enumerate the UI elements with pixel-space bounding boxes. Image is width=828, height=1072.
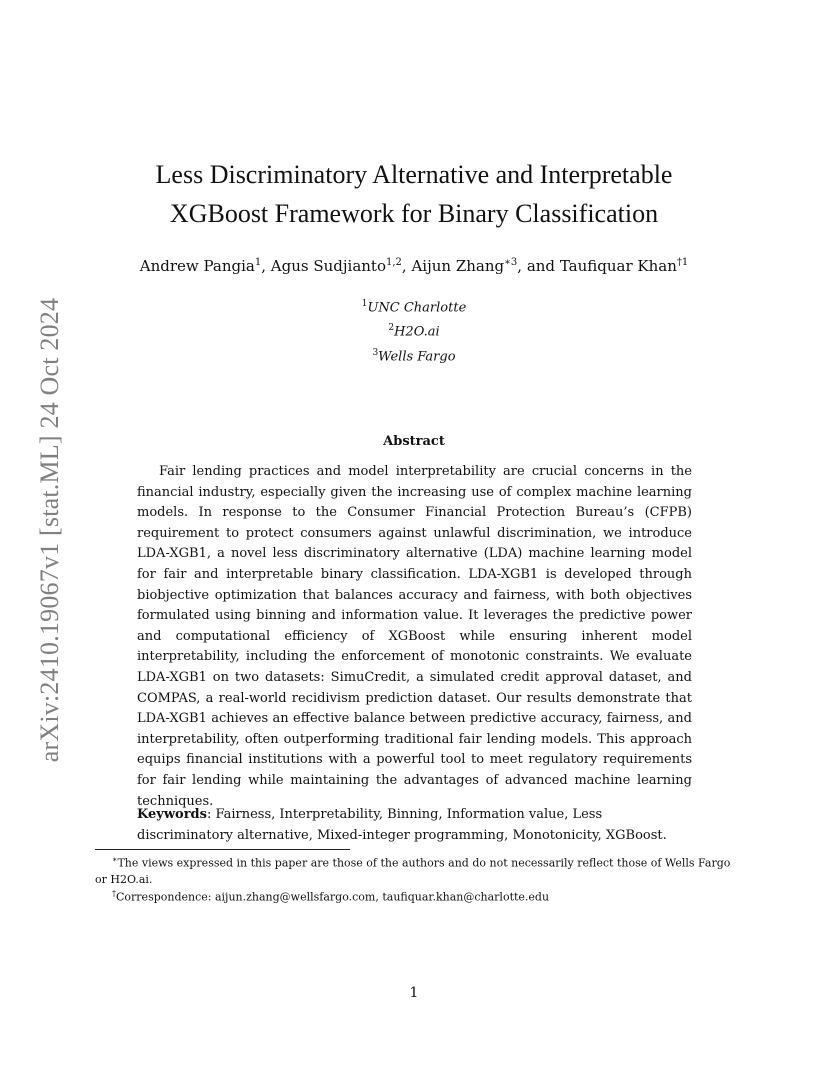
author-separator: , [261,257,271,275]
author-name: Agus Sudjianto [270,257,386,275]
author-name: Aijun Zhang [411,257,505,275]
footnote-rule [95,849,350,850]
footnote-text: Correspondence: aijun.zhang@wellsfargo.com, taufiquar.khan@charlotte.edu [116,890,550,904]
author-affiliation-mark: †1 [676,257,689,268]
author-name: Taufiquar Khan [559,257,677,275]
keywords [137,804,692,846]
affiliation-name: Wells Fargo [378,348,456,364]
affiliation-name: H2O.ai [394,324,440,340]
page-number: 1 [409,985,419,1001]
affiliation-mark: 3 [372,347,379,358]
title-line-2: XGBoost Framework for Binary Classification [169,199,659,228]
keywords-text: : Fairness, Interpretability, Binning, Information value, Less discriminatory alternative, Mixed-integer programming, Monotonicity, XGBoost. [137,807,667,843]
affiliation-item [0,294,828,318]
author-separator: , and [517,257,560,275]
footnote-mark: ∗ [112,855,118,864]
affiliation-mark: 2 [388,323,395,334]
affiliation-list [0,294,828,367]
title-line-1: Less Discriminatory Alternative and Interpretable [155,160,673,189]
author-name: Andrew Pangia [139,257,255,275]
keywords-label: Keywords [137,807,207,822]
author-list [0,257,828,275]
footnote-text: The views expressed in this paper are those of the authors and do not necessarily reflect those of Wells Fargo or H2O.ai. [95,856,731,886]
paper-title [0,155,828,233]
author-affiliation-mark: ∗3 [504,257,518,268]
affiliation-name: UNC Charlotte [367,300,467,316]
author-affiliation-mark: 1,2 [386,257,402,268]
arxiv-side-stamp: arXiv:2410.19067v1 [stat.ML] 24 Oct 2024 [35,297,64,763]
author-affiliation-mark: 1 [254,257,262,268]
abstract-body: Fair lending practices and model interpretability are crucial concerns in the financial industry, especially given the increasing use of complex machine learning models. In response to the Consumer Financial Protection Bureau’s (CFPB) requirement to protect consumers against unlawful discrimination, we introduce LDA-XGB1, a novel less discriminatory alternative (LDA) machine learning model for fair and interpretable binary classification. LDA-XGB1 is developed through biobjective optimization that balances accuracy and fairness, with both objectives formulated using binning and information value. It leverages the predictive power and computational efficiency of XGBoost while ensuring inherent model interpretability, including the enforcement of monotonic constraints. We evaluate LDA-XGB1 on two datasets: SimuCredit, a simulated credit approval dataset, and COMPAS, a real-world recidivism prediction dataset. Our results demonstrate that LDA-XGB1 achieves an effective balance between predictive accuracy, fairness, and interpretability, often outperforming traditional fair lending models. This approach equips financial institutions with a powerful tool to meet regulatory requirements for fair lending while maintaining the advantages of advanced machine learning techniques. [137,464,692,809]
affiliation-mark: 1 [361,299,368,309]
footnote-disclaimer [95,852,745,888]
affiliation-item [0,318,828,342]
affiliation-item [0,343,828,367]
footnote-correspondence [95,886,745,906]
abstract-heading: Abstract [383,434,445,449]
footnote-mark: † [112,889,116,898]
author-separator: , [401,257,412,275]
